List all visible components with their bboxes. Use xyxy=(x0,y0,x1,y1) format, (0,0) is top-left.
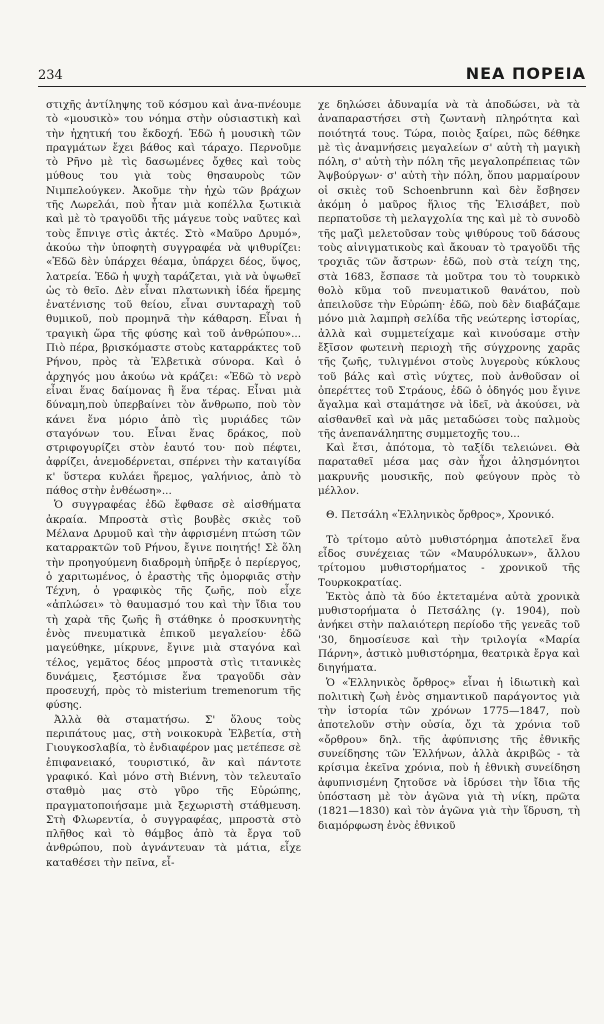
left-column xyxy=(46,98,301,870)
header-rule xyxy=(38,86,586,87)
page-header xyxy=(38,60,586,84)
paragraph: Τὸ τρίτομο αὐτὸ μυθιστόρημα ἀποτελεῖ ἕνα εἶδος συνέχειας τῶν «Μαυρόλυκων», ἄλλου τρίτομου μυθιστορήματος - χρονικοῦ τῆς Τουρκοκρατίας. xyxy=(318,533,580,589)
spacer xyxy=(318,523,580,533)
paragraph: στιχῆς ἀντίληψης τοῦ κόσμου καὶ ἀνα-πνέουμε τὸ «μουσικὸ» του νόημα στὴν οὐσιαστικὴ καὶ τὴν ἠχητική του ἔκδοχή. Ἐδῶ ἡ μουσικὴ τῶν πραγμάτων ἔχει βάθος καὶ τάραχο. Περνοῦμε τὸ Ρῆνο μὲ τὶς δασωμένες ὄχθες καὶ τοὺς μύθους του γιὰ τοὺς θησαυροὺς τῶν Νιμπελούγκεν. Ἀκοῦμε τὴν ἠχὼ τῶν βράχων τῆς Λωρελάι, ποὺ ἦταν μιὰ κοπέλλα ξωτικιὰ καὶ μὲ τὸ τραγοῦδι τῆς μάγευε τοὺς ναῦτες καὶ τοὺς ἔπνιγε στὶς ἀκτές. Στὸ «Μαῦρο Δρυμό», ἀκούω τὴν ὑποφητὴ συγγραφέα νὰ ψιθυρίζει: «Ἐδῶ δὲν ὑπάρχει θέαμα, ὑπάρχει δέος, ὕψος, λατρεία. Ἐδῶ ἡ ψυχὴ ταράζεται, γιὰ νὰ ὑψωθεῖ ὡς τὸ θεῖο. Δὲν εἶναι πλατωνικὴ ἰδέα ἥρεμης ἐνατένισης τοῦ θείου, εἶναι συνταραχὴ τοῦ θυμικοῦ, ποὺ προμηνᾶ τὴν κάθαρση. Εἶναι ἡ τραγικὴ ὥρα τῆς φύσης καὶ τοῦ ἀνθρώπου»... Πιὸ πέρα, βρισκόμαστε στοὺς καταρράκτες τοῦ Ρήνου, πρὸς τὰ Ἐλβετικὰ σύνορα. Καὶ ὁ ἀρχηγός μου ἀκούω νὰ κράζει: «Ἐδῶ τὸ νερὸ εἶναι ἕνας δαίμονας ἢ ἕνα τέρας. Εἶναι μιὰ δύναμη,ποὺ ὑπερβαίνει τὸν ἄνθρωπο, ποὺ τὸν κάνει ἕνα μόριο ἀπὸ τὶς μυριάδες τῶν σταγόνων του. Εἶναι ἕνας δράκος, ποὺ στριφογυρίζει στὸν ἑαυτό του· ποὺ πέφτει, ἀφρίζει, ἀνεμοδέρνεται, σπέρνει τὴν καταιγίδα κ' ὕστερα κυλάει ἥρεμος, γαλήνιος, ἀπὸ τὸ πάθος στὴν ἐνθέωση»... xyxy=(46,99,301,498)
spacer xyxy=(318,498,580,508)
paragraph: Ὁ συγγραφέας ἐδῶ ἔφθασε σὲ αἰσθήματα ἀκραία. Μπροστὰ στὶς βουβὲς σκιὲς τοῦ Μέλανα Δρυμοῦ καὶ τὴν ἀφρισμένη πτώση τῶν καταρρακτῶν τοῦ Ρήνου, ἔγινε ποιητής! Σὲ ὅλη τὴν προηγούμενη διαδρομὴ ὑπῆρξε ὁ περίεργος, ὁ χαριτωμένος, ὁ ἐραστὴς τῆς ὁμορφιᾶς στὴν Τέχνη, ὁ γραφικὸς τῆς ζωῆς, ποὺ εἶχε «ἁπλώσει» τὸ θαυμασμό του καὶ τὴν ἴδια του τὴ χαρὰ τῆς ζωῆς ἢ στάθηκε ὁ προσκυνητὴς ἑνὸς πνευματικὰ ἐπικοῦ μεγαλείου· ἐδῶ μαγεύθηκε, μίκρυνε, ἔγινε μιὰ σταγόνα καὶ τέλος, γεμᾶτος δέος μπροστὰ στὶς τιτανικὲς δυνάμεις, ξεστόμισε ἕνα τραγοῦδι σὰν προσευχή, πρὸς τὸ misterium tremenorum τῆς φύσης. xyxy=(46,499,301,712)
paragraph: Καὶ ἔτσι, ἀπότομα, τὸ ταξίδι τελειώνει. Θὰ παραταθεῖ μέσα μας σὰν ἦχοι ἀλησμόνητοι μακρυνῆς μουσικῆς, ποὺ φεύγουν πρὸς τὸ μέλλον. xyxy=(318,442,580,498)
review-heading: Θ. Πετσάλη «Ἑλληνικὸς ὄρθρος», Χρονικό. xyxy=(326,509,555,522)
paragraph: Ἐκτὸς ἀπὸ τὰ δύο ἐκτεταμένα αὐτὰ χρονικὰ μυθιστορήματα ὁ Πετσάλης (γ. 1904), ποὺ ἀνήκει στὴν παλαιότερη περίοδο τῆς γενεᾶς τοῦ '30, δημοσίευσε καὶ τὴν τριλογία «Μαρία Πάρνη», ἀστικὸ μυθιστόρημα, θεατρικὰ ἔργα καὶ διηγήματα. xyxy=(318,590,580,675)
right-column xyxy=(318,98,580,833)
paragraph: Ὁ «Ἑλληνικὸς ὄρθρος» εἶναι ἡ ἰδιωτικὴ καὶ πολιτικὴ ζωὴ ἑνὸς σημαντικοῦ παράγοντος γιὰ τὴν ἱστορία τῶν χρόνων 1775—1847, ποὺ ἀποτελοῦν στὴν οὐσία, ὄχι τὰ χρόνια τοῦ «ὄρθρου» δηλ. τῆς ἀφύπνισης τῆς ἐθνικῆς συνείδησης τῶν Ἑλλήνων, ἀλλὰ ἀκριβῶς - τὰ κρίσιμα ἐκεῖνα χρόνια, ποὺ ἡ ἐθνικὴ συνείδηση ἀφυπνισμένη ζητοῦσε νὰ ἱδρύσει τὴν ἴδια τῆς ὑπόσταση μὲ τὸν ἀγῶνα γιὰ τὴ νίκη, πρῶτα (1821—1830) καὶ τὸν ἀγῶνα γιὰ τὴν ἵδρυση, τὴ διαμόρφωση ἑνὸς ἐθνικοῦ xyxy=(318,676,580,832)
journal-title: ΝΕΑ ΠΟΡΕΙΑ xyxy=(465,64,586,83)
paragraph: χε δηλώσει ἀδυναμία νὰ τὰ ἀποδώσει, νὰ τὰ ἀναπαραστήσει στὴ ζωντανὴ πληρότητα καὶ ποιότητά τους. Τώρα, ποιὸς ξαίρει, πῶς δέθηκε μὲ τὶς ἀναμνήσεις μεγαλείων σ' αὐτὴ τὴ μαγικὴ πόλη, σ' αὐτὴ τὴν πόλη τῆς μεγαλοπρέπειας τῶν Ἀψβούργων· σ' αὐτὴ τὴν πόλη, ὅπου μαρμαίρουν οἱ σκιὲς τοῦ Schoenbrunn καὶ δὲν ἔσβησεν ἀκόμη ὁ μαῦρος ἥλιος τῆς Ἐλισάβετ, ποὺ περπατοῦσε τὴ μελαγχολία της καὶ μὲ τὸ συνοδὸ τῆς μαζὶ μελετοῦσαν τοὺς ψιθύρους τοῦ δάσους τοὺς αἰνιγματικοὺς καὶ ἄκουαν τὸ τραγοῦδι τῆς τροχιᾶς τῶν ἄστρων· ἐδῶ, ποὺ στὰ τείχη της, στὰ 1683, ἔσπασε τὰ μοῦτρα του τὸ τουρκικὸ θολὸ κῦμα τοῦ πνευματικοῦ θανάτου, ποὺ ἀπειλοῦσε τὴν Εὐρώπη· ἐδῶ, ποὺ δὲν διαβάζαμε μόνο μιὰ λαμπρὴ σελίδα τῆς νεώτερης ἱστορίας, ἀλλὰ καὶ συμμετείχαμε καὶ κινούσαμε στὴν ἔξῖσον φωτεινὴ περιοχὴ τῆς σύγχρονης χαρᾶς τῆς ζωῆς, τυλιγμένοι στοὺς λυγεροὺς κύκλους τοῦ βάλς καὶ στὶς νύχτες, ποὺ ἀνθοῦσαν οἱ ὀπερέττες τοῦ Στράους, ἐδῶ ὁ ὁδηγός μου ἔγινε ἄγαλμα καὶ σταμάτησε νὰ ἰδεῖ, νὰ ἀκούσει, νὰ αἰσθανθεῖ καὶ νὰ μᾶς μεταδώσει τοὺς παλμοὺς τῆς ἀνεπανάληπτης συμμετοχῆς του... xyxy=(318,99,580,440)
page-number: 234 xyxy=(38,68,63,83)
paragraph: Ἀλλὰ θὰ σταματήσω. Σ' ὅλους τοὺς περιπάτους μας, στὴ νοικοκυρὰ Ἐλβετία, στὴ Γιουγκοσλαβία, τὸ ἐνδιαφέρον μας μετέπεσε σὲ ἐπιφανειακό, τουριστικό, ἂν καὶ πάντοτε γραφικό. Καὶ μόνο στὴ Βιέννη, τὸν τελευταῖο σταθμὸ μας στὸ γῦρο τῆς Εὐρώπης, πραγματοποιήσαμε μιὰ ξεχωριστὴ στάθμευση. Στὴ Φλωρεντία, ὁ συγγραφέας, μπροστὰ στὸ πλῆθος καὶ τὸ θάμβος ἀπὸ τὰ ἔργα τοῦ ἀνθρώπου, ποὺ ἀγνάντευαν τὰ μάτια, εἶχε καταθέσει τὴν πεῖνα, εἶ- xyxy=(46,713,301,869)
